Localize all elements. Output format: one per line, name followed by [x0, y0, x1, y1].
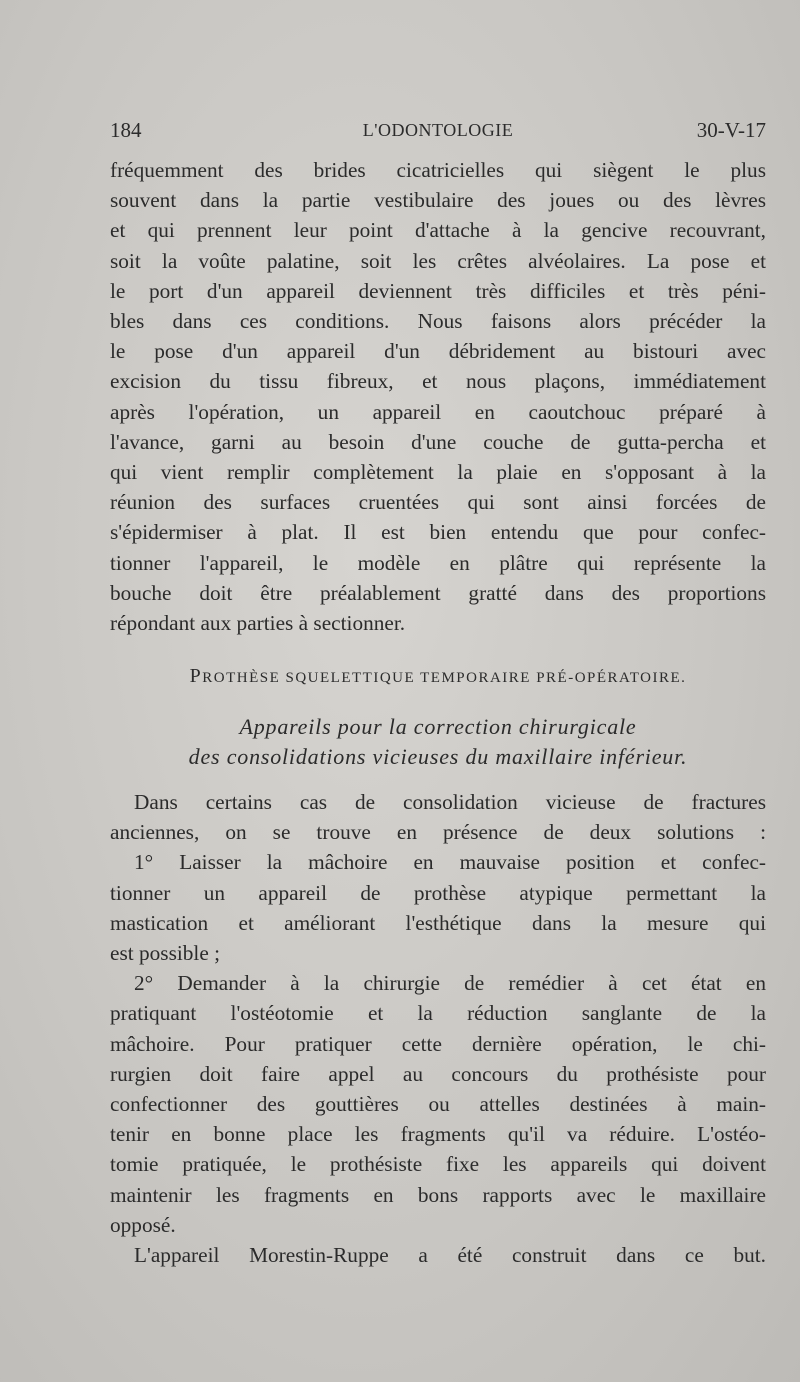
- section-heading-rest: ROTHÈSE SQUELETTIQUE TEMPORAIRE PRÉ-OPÉRATOIRE.: [202, 670, 687, 686]
- text-line: mastication et améliorant l'esthétique dans la mesure qui: [110, 910, 766, 935]
- text-line: tomie pratiquée, le prothésiste fixe les appareils qui doivent: [110, 1152, 766, 1177]
- section-heading: [110, 665, 766, 688]
- text-line: tenir en bonne place les fragments qu'il va réduire. L'ostéo-: [110, 1122, 766, 1147]
- text-line: le port d'un appareil deviennent très difficiles et très péni-: [110, 278, 766, 303]
- text-line: 1° Laisser la mâchoire en mauvaise position et confec-: [134, 850, 766, 875]
- section-heading-initial: P: [189, 665, 203, 687]
- issue-date: 30-V-17: [696, 118, 766, 142]
- running-header: [110, 118, 766, 152]
- text-line: tionner un appareil de prothèse atypique permettant la: [110, 880, 766, 905]
- text-line: soit la voûte palatine, soit les crêtes alvéolaires. La pose et: [110, 248, 766, 273]
- page-number: 184: [110, 118, 142, 142]
- text-line: maintenir les fragments en bons rapports avec le maxillaire: [110, 1182, 766, 1207]
- text-line: confectionner des gouttières ou attelles destinées à main-: [110, 1092, 766, 1117]
- text-line: qui vient remplir complètement la plaie en s'opposant à la: [110, 460, 766, 485]
- text-line: fréquemment des brides cicatricielles qui siègent le plus: [110, 158, 766, 182]
- text-line: s'épidermiser à plat. Il est bien entendu que pour confec-: [110, 520, 766, 545]
- text-line: rurgien doit faire appel au concours du prothésiste pour: [110, 1061, 766, 1086]
- text-line: pratiquant l'ostéotomie et la réduction sanglante de la: [110, 1001, 766, 1026]
- text-line: excision du tissu fibreux, et nous plaçons, immédiatement: [110, 369, 766, 394]
- text-line: 2° Demander à la chirurgie de remédier à cet état en: [134, 971, 766, 996]
- journal-title: L'ODONTOLOGIE: [362, 120, 514, 140]
- text-line: répondant aux parties à sectionner.: [110, 611, 406, 636]
- paragraph-consolidation: [110, 787, 766, 1270]
- text-line: L'appareil Morestin-Ruppe a été construit dans ce but.: [134, 1243, 766, 1268]
- paragraph-brides: [110, 155, 766, 638]
- text-line: l'avance, garni au besoin d'une couche de gutta-percha et: [110, 429, 766, 454]
- subtitle-line: des consolidations vicieuses du maxillaire inférieur.: [188, 744, 688, 769]
- text-line: et qui prennent leur point d'attache à la gencive recouvrant,: [110, 218, 766, 243]
- text-line: mâchoire. Pour pratiquer cette dernière opération, le chi-: [110, 1031, 766, 1056]
- text-line: souvent dans la partie vestibulaire des joues ou des lèvres: [110, 188, 766, 213]
- text-line: le pose d'un appareil d'un débridement au bistouri avec: [110, 339, 766, 364]
- text-line: est possible ;: [110, 941, 221, 966]
- subtitle-line: Appareils pour la correction chirurgicale: [239, 714, 637, 739]
- text-line: réunion des surfaces cruentées qui sont ainsi forcées de: [110, 490, 766, 515]
- section-subtitle: [110, 712, 766, 772]
- text-line: après l'opération, un appareil en caoutchouc préparé à: [110, 399, 766, 424]
- text-line: tionner l'appareil, le modèle en plâtre qui représente la: [110, 550, 766, 575]
- text-line: opposé.: [110, 1212, 176, 1237]
- text-line: bouche doit être préalablement gratté dans des proportions: [110, 580, 766, 605]
- text-line: bles dans ces conditions. Nous faisons alors précéder la: [110, 309, 766, 334]
- text-line: anciennes, on se trouve en présence de deux solutions :: [110, 820, 766, 845]
- text-line: Dans certains cas de consolidation vicieuse de fractures: [134, 790, 766, 814]
